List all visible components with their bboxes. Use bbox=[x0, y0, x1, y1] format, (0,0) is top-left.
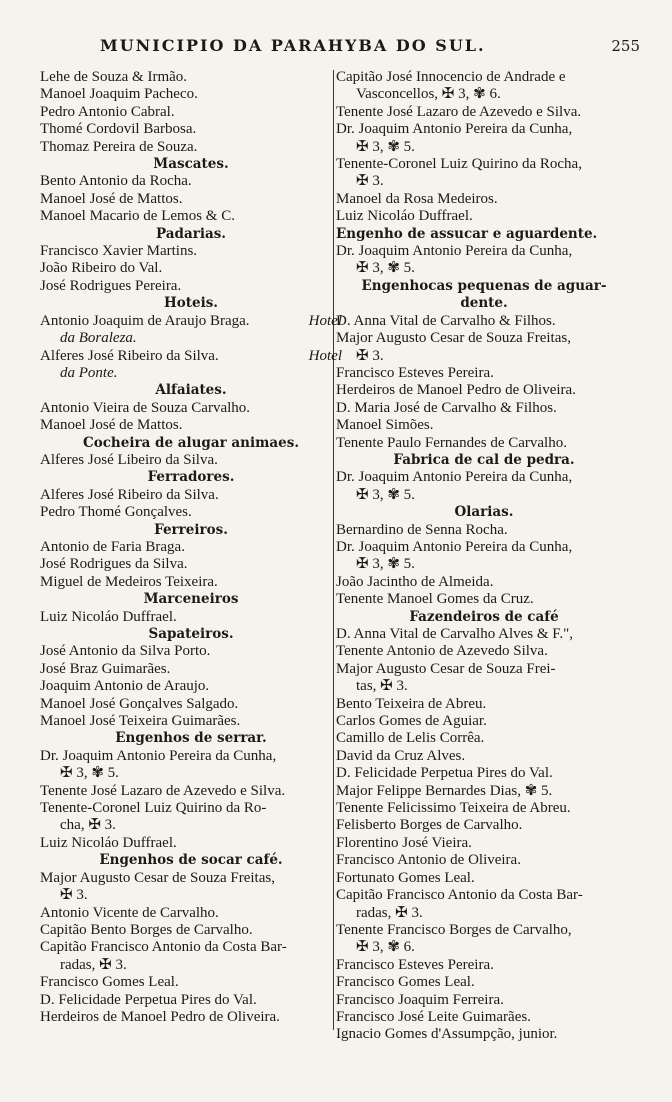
section-heading-cocheira: Cocheira de alugar animaes. bbox=[82, 434, 300, 451]
list-item: Capitão Francisco Antonio da Costa Bar- bbox=[336, 887, 583, 904]
list-item: D. Anna Vital de Carvalho Alves & F.", bbox=[336, 626, 574, 642]
decorations: ✠ 3. bbox=[60, 887, 88, 904]
list-item: Luiz Nicoláo Duffrael. bbox=[40, 608, 177, 625]
section-heading-ferreiros: Ferreiros. bbox=[154, 521, 228, 538]
decorations: ✠ 3. bbox=[356, 173, 384, 190]
list-item: Manoel José Teixeira Guimarães. bbox=[40, 713, 241, 730]
list-item-continuation: radas, ✠ 3. bbox=[60, 956, 127, 973]
list-item: Dr. Joaquim Antonio Pereira da Cunha, bbox=[40, 747, 277, 764]
list-item: Manoel Simões. bbox=[336, 417, 434, 434]
list-item: José Antonio da Silva Porto. bbox=[40, 643, 211, 660]
list-item-continuation: tas, ✠ 3. bbox=[356, 678, 408, 695]
list-item: Bento Antonio da Rocha. bbox=[40, 173, 192, 190]
list-item: José Rodrigues Pereira. bbox=[40, 277, 182, 294]
page-number: 255 bbox=[611, 37, 640, 55]
list-item: David da Cruz Alves. bbox=[336, 747, 466, 764]
list-item: Tenente-Coronel Luiz Quirino da Ro- bbox=[40, 800, 267, 817]
list-item: José Rodrigues da Silva. bbox=[40, 556, 188, 573]
section-heading-fabrica-cal: Fabrica de cal de pedra. bbox=[393, 451, 575, 468]
list-item: Joaquim Antonio de Araujo. bbox=[40, 678, 210, 695]
list-item: Lehe de Souza & Irmão. bbox=[40, 69, 188, 85]
top-entries bbox=[40, 69, 342, 156]
section-heading-sapateiros: Sapateiros. bbox=[148, 626, 234, 642]
decorations: ✠ 3. bbox=[356, 347, 384, 364]
section-heading-engenhocas-cont: dente. bbox=[460, 295, 508, 312]
list-item: Tenente José Lazaro de Azevedo e Silva. bbox=[336, 103, 582, 120]
list-item: Major Augusto Cesar de Souza Frei- bbox=[336, 660, 556, 677]
list-item: Francisco Esteves Pereira. bbox=[336, 956, 494, 973]
hotel-owner: Antonio Joaquim de Araujo Braga. bbox=[40, 312, 250, 329]
list-item: Luiz Nicoláo Duffrael. bbox=[336, 208, 473, 225]
list-item: Tenente Antonio de Azevedo Silva. bbox=[336, 643, 548, 660]
section-heading-padarias: Padarias. bbox=[155, 225, 226, 242]
left-column bbox=[40, 69, 342, 1026]
list-item bbox=[40, 348, 342, 365]
list-item-continuation: cha, ✠ 3. bbox=[60, 817, 116, 834]
decorations: ✠ 3, ✾ 5. bbox=[356, 556, 415, 573]
decorations: ✠ 3, ✾ 5. bbox=[356, 138, 415, 155]
list-item: D. Maria José de Carvalho & Filhos. bbox=[336, 399, 557, 416]
list-item: Francisco Gomes Leal. bbox=[336, 974, 475, 991]
list-item: Manoel José de Mattos. bbox=[40, 190, 183, 207]
list-item: Florentino José Vieira. bbox=[336, 834, 472, 851]
list-item: Capitão José Innocencio de Andrade e bbox=[336, 69, 566, 85]
section-heading-alfaiates: Alfaiates. bbox=[155, 382, 227, 399]
list-item-continuation: radas, ✠ 3. bbox=[356, 904, 423, 921]
section-heading-marceneiros: Marceneiros bbox=[143, 591, 239, 608]
hotel-label: Hotel bbox=[308, 347, 342, 364]
list-item: Herdeiros de Manoel Pedro de Oliveira. bbox=[40, 1008, 280, 1025]
list-item: D. Felicidade Perpetua Pires do Val. bbox=[336, 765, 553, 782]
list-item: Manoel Macario de Lemos & C. bbox=[40, 208, 235, 225]
list-item: D. Anna Vital de Carvalho & Filhos. bbox=[336, 312, 556, 329]
list-item: Tenente Felicissimo Teixeira de Abreu. bbox=[336, 800, 571, 817]
list-item: João Jacintho de Almeida. bbox=[336, 573, 494, 590]
list-item: Dr. Joaquim Antonio Pereira da Cunha, bbox=[336, 243, 573, 260]
list-item: Pedro Thomé Gonçalves. bbox=[40, 504, 192, 521]
list-item: Tenente Paulo Fernandes de Carvalho. bbox=[336, 434, 567, 451]
list-item: Major Augusto Cesar de Souza Freitas, bbox=[336, 330, 571, 347]
list-item: Ignacio Gomes d'Assumpção, junior. bbox=[336, 1026, 558, 1043]
section-heading-fazendeiros: Fazendeiros de café bbox=[409, 608, 559, 625]
list-item: Tenente José Lazaro de Azevedo e Silva. bbox=[40, 782, 286, 799]
list-item: Francisco Antonio de Oliveira. bbox=[336, 852, 521, 869]
list-item: João Ribeiro do Val. bbox=[40, 260, 163, 277]
section-heading-mascates: Mascates. bbox=[153, 156, 229, 173]
list-item: Francisco Joaquim Ferreira. bbox=[336, 991, 504, 1008]
list-item: Thomé Cordovil Barbosa. bbox=[40, 121, 197, 138]
list-item: Manoel José Gonçalves Salgado. bbox=[40, 695, 239, 712]
hotel-owner: Alferes José Ribeiro da Silva. bbox=[40, 347, 219, 364]
list-item: Antonio de Faria Braga. bbox=[40, 538, 185, 555]
decorations: ✠ 3, ✾ 5. bbox=[356, 260, 415, 277]
list-item-continuation: Vasconcellos, ✠ 3, ✾ 6. bbox=[356, 86, 501, 103]
list-item: Manoel José de Mattos. bbox=[40, 417, 183, 434]
list-item: Carlos Gomes de Aguiar. bbox=[336, 713, 487, 730]
list-item: Herdeiros de Manoel Pedro de Oliveira. bbox=[336, 382, 576, 399]
list-item: Tenente Manoel Gomes da Cruz. bbox=[336, 591, 534, 608]
list-item: Camillo de Lelis Corrêa. bbox=[336, 730, 485, 747]
section-heading-engenhos-serrar: Engenhos de serrar. bbox=[115, 730, 267, 747]
list-item: Francisco Xavier Martins. bbox=[40, 243, 198, 260]
list-item: Capitão Francisco Antonio da Costa Bar- bbox=[40, 939, 287, 956]
list-item: D. Felicidade Perpetua Pires do Val. bbox=[40, 991, 257, 1008]
decorations: ✠ 3, ✾ 6. bbox=[356, 939, 415, 956]
decorations: ✠ 3, ✾ 5. bbox=[356, 486, 415, 503]
list-item: Miguel de Medeiros Teixeira. bbox=[40, 573, 218, 590]
list-item: Francisco Esteves Pereira. bbox=[336, 364, 494, 381]
hotel-name: da Boraleza. bbox=[60, 330, 137, 347]
list-item: Fortunato Gomes Leal. bbox=[336, 869, 475, 886]
list-item: Francisco Gomes Leal. bbox=[40, 974, 179, 991]
list-item: Manoel Joaquim Pacheco. bbox=[40, 86, 198, 103]
page-header bbox=[40, 36, 640, 62]
list-item: Alferes José Libeiro da Silva. bbox=[40, 451, 218, 468]
list-item: Bernardino de Senna Rocha. bbox=[336, 521, 508, 538]
section-heading-engenhos-socar: Engenhos de socar café. bbox=[99, 852, 283, 869]
section-heading-ferradores: Ferradores. bbox=[147, 469, 235, 486]
list-item: Manoel da Rosa Medeiros. bbox=[336, 190, 498, 207]
list-item: Tenente-Coronel Luiz Quirino da Rocha, bbox=[336, 156, 582, 173]
list-item: Francisco José Leite Guimarães. bbox=[336, 1008, 531, 1025]
hotel-label: Hotel bbox=[308, 312, 342, 329]
list-item: Alferes José Ribeiro da Silva. bbox=[40, 486, 219, 503]
section-heading-engenhocas: Engenhocas pequenas de aguar- bbox=[361, 277, 607, 294]
hotel-name: da Ponte. bbox=[60, 364, 118, 381]
list-item: José Braz Guimarães. bbox=[40, 660, 171, 677]
list-item: Capitão Bento Borges de Carvalho. bbox=[40, 921, 253, 938]
list-item bbox=[40, 313, 342, 330]
list-item: Thomaz Pereira de Souza. bbox=[40, 138, 198, 155]
section-heading-engenho-assucar: Engenho de assucar e aguardente. bbox=[336, 225, 598, 242]
list-item: Dr. Joaquim Antonio Pereira da Cunha, bbox=[336, 469, 573, 486]
list-item: Major Felippe Bernardes Dias, ✾ 5. bbox=[336, 782, 553, 799]
section-heading-olarias: Olarias. bbox=[454, 504, 514, 521]
right-column bbox=[336, 69, 632, 1044]
list-item: Major Augusto Cesar de Souza Freitas, bbox=[40, 869, 275, 886]
list-item: Tenente Francisco Borges de Carvalho, bbox=[336, 921, 572, 938]
list-item: Dr. Joaquim Antonio Pereira da Cunha, bbox=[336, 121, 573, 138]
list-item: Luiz Nicoláo Duffrael. bbox=[40, 834, 177, 851]
list-item: Felisberto Borges de Carvalho. bbox=[336, 817, 523, 834]
list-item: Antonio Vicente de Carvalho. bbox=[40, 904, 219, 921]
list-item: Pedro Antonio Cabral. bbox=[40, 103, 175, 120]
list-item: Bento Teixeira de Abreu. bbox=[336, 695, 487, 712]
list-item: Antonio Vieira de Souza Carvalho. bbox=[40, 399, 251, 416]
page-title: MUNICIPIO DA PARAHYBA DO SUL. bbox=[100, 36, 486, 55]
section-heading-hoteis: Hoteis. bbox=[163, 295, 218, 312]
list-item: Dr. Joaquim Antonio Pereira da Cunha, bbox=[336, 538, 573, 555]
decorations: ✠ 3, ✾ 5. bbox=[60, 765, 119, 782]
